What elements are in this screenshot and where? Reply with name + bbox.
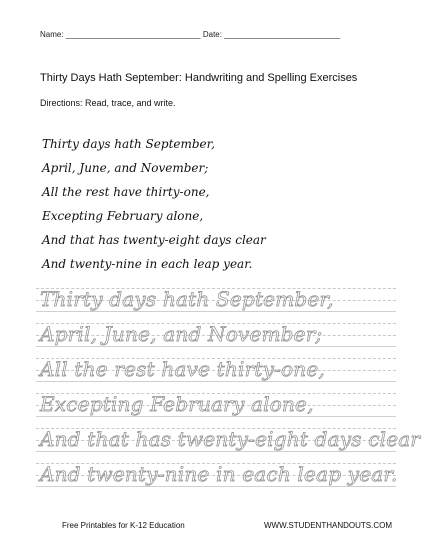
model-line: And twenty-nine in each leap year. bbox=[42, 257, 253, 271]
footer-website: WWW.STUDENTHANDOUTS.COM bbox=[264, 521, 392, 530]
tracing-text: Excepting February alone, bbox=[40, 392, 314, 416]
page-title: Thirty Days Hath September: Handwriting and Spelling Exercises bbox=[40, 72, 358, 84]
name-blank: _____________________________ bbox=[65, 30, 201, 39]
guide-line-base bbox=[36, 311, 396, 312]
guide-line-base bbox=[36, 346, 396, 347]
date-label: Date: bbox=[202, 30, 222, 39]
name-date-line bbox=[40, 30, 386, 39]
guide-line-base bbox=[36, 416, 396, 417]
tracing-practice bbox=[36, 282, 421, 492]
footer-tagline: Free Printables for K-12 Education bbox=[62, 521, 185, 530]
tracing-row bbox=[36, 282, 396, 317]
tracing-text: All the rest have thirty-one, bbox=[40, 357, 325, 381]
model-line: Excepting February alone, bbox=[42, 209, 204, 223]
model-line: And that has twenty-eight days clear bbox=[42, 233, 266, 247]
guide-line-base bbox=[36, 486, 396, 487]
tracing-row bbox=[36, 352, 396, 387]
model-line: Thirty days hath September, bbox=[42, 137, 215, 151]
directions-text: Directions: Read, trace, and write. bbox=[40, 98, 176, 108]
date-blank: _________________________ bbox=[224, 30, 341, 39]
model-poem bbox=[42, 132, 392, 276]
guide-line-base bbox=[36, 451, 396, 452]
tracing-text: Thirty days hath September, bbox=[40, 287, 334, 311]
tracing-row bbox=[36, 387, 396, 422]
tracing-text: And that has twenty-eight days clear bbox=[40, 427, 421, 451]
tracing-row bbox=[36, 422, 421, 457]
tracing-text: April, June, and November; bbox=[40, 322, 323, 346]
tracing-row bbox=[36, 317, 396, 352]
guide-line-base bbox=[36, 381, 396, 382]
model-line: April, June, and November; bbox=[42, 161, 209, 175]
tracing-row bbox=[36, 457, 396, 492]
name-label: Name: bbox=[40, 30, 64, 39]
model-line: All the rest have thirty-one, bbox=[42, 185, 210, 199]
tracing-text: And twenty-nine in each leap year. bbox=[40, 462, 398, 486]
